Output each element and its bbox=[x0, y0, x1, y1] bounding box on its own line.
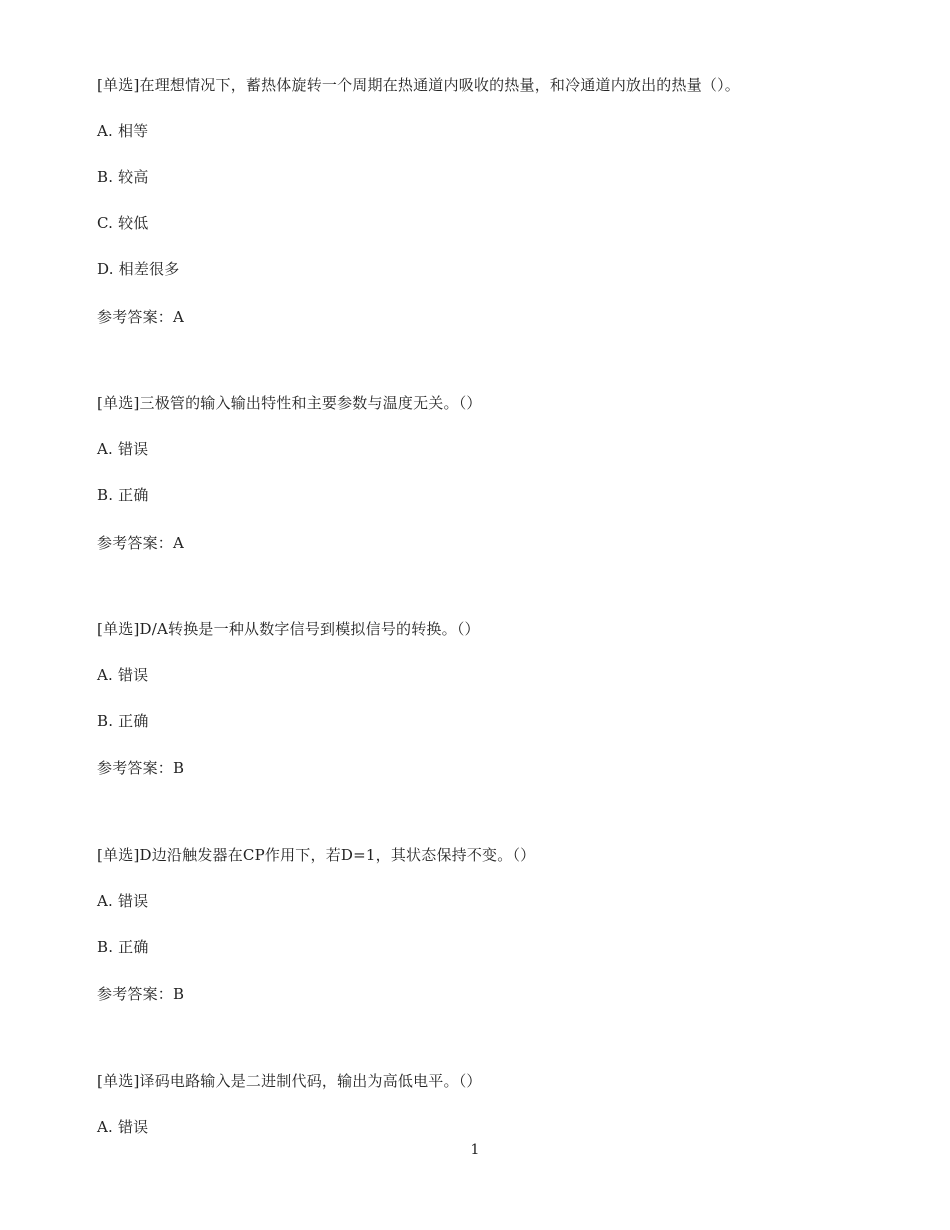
question-4-option-b: B. 正确 bbox=[97, 938, 149, 956]
question-4-option-a: A. 错误 bbox=[97, 892, 149, 910]
question-4-stem: [单选]D边沿触发器在CP作用下，若D=1，其状态保持不变。（） bbox=[97, 846, 536, 864]
question-2-option-a: A. 错误 bbox=[97, 440, 149, 458]
question-2-option-b: B. 正确 bbox=[97, 486, 149, 504]
question-3-option-a: A. 错误 bbox=[97, 666, 149, 684]
question-2-stem: [单选]三极管的输入输出特性和主要参数与温度无关。（） bbox=[97, 394, 482, 412]
question-5-stem: [单选]译码电路输入是二进制代码，输出为高低电平。（） bbox=[97, 1072, 482, 1090]
question-1-option-c: C. 较低 bbox=[97, 214, 149, 232]
question-1-answer: 参考答案：A bbox=[97, 308, 185, 326]
question-3-stem: [单选]D/A转换是一种从数字信号到模拟信号的转换。（） bbox=[97, 620, 480, 638]
question-1-stem: [单选]在理想情况下，蓄热体旋转一个周期在热通道内吸收的热量，和冷通道内放出的热量（）。 bbox=[97, 76, 741, 94]
question-3-option-b: B. 正确 bbox=[97, 712, 149, 730]
question-1-option-b: B. 较高 bbox=[97, 168, 149, 186]
question-1-option-d: D. 相差很多 bbox=[97, 260, 180, 278]
question-1-option-a: A. 相等 bbox=[97, 122, 149, 140]
question-4-answer: 参考答案：B bbox=[97, 985, 185, 1003]
question-2-answer: 参考答案：A bbox=[97, 534, 185, 552]
question-5-option-a: A. 错误 bbox=[97, 1118, 149, 1136]
page-number: 1 bbox=[470, 1142, 480, 1158]
question-3-answer: 参考答案：B bbox=[97, 759, 185, 777]
